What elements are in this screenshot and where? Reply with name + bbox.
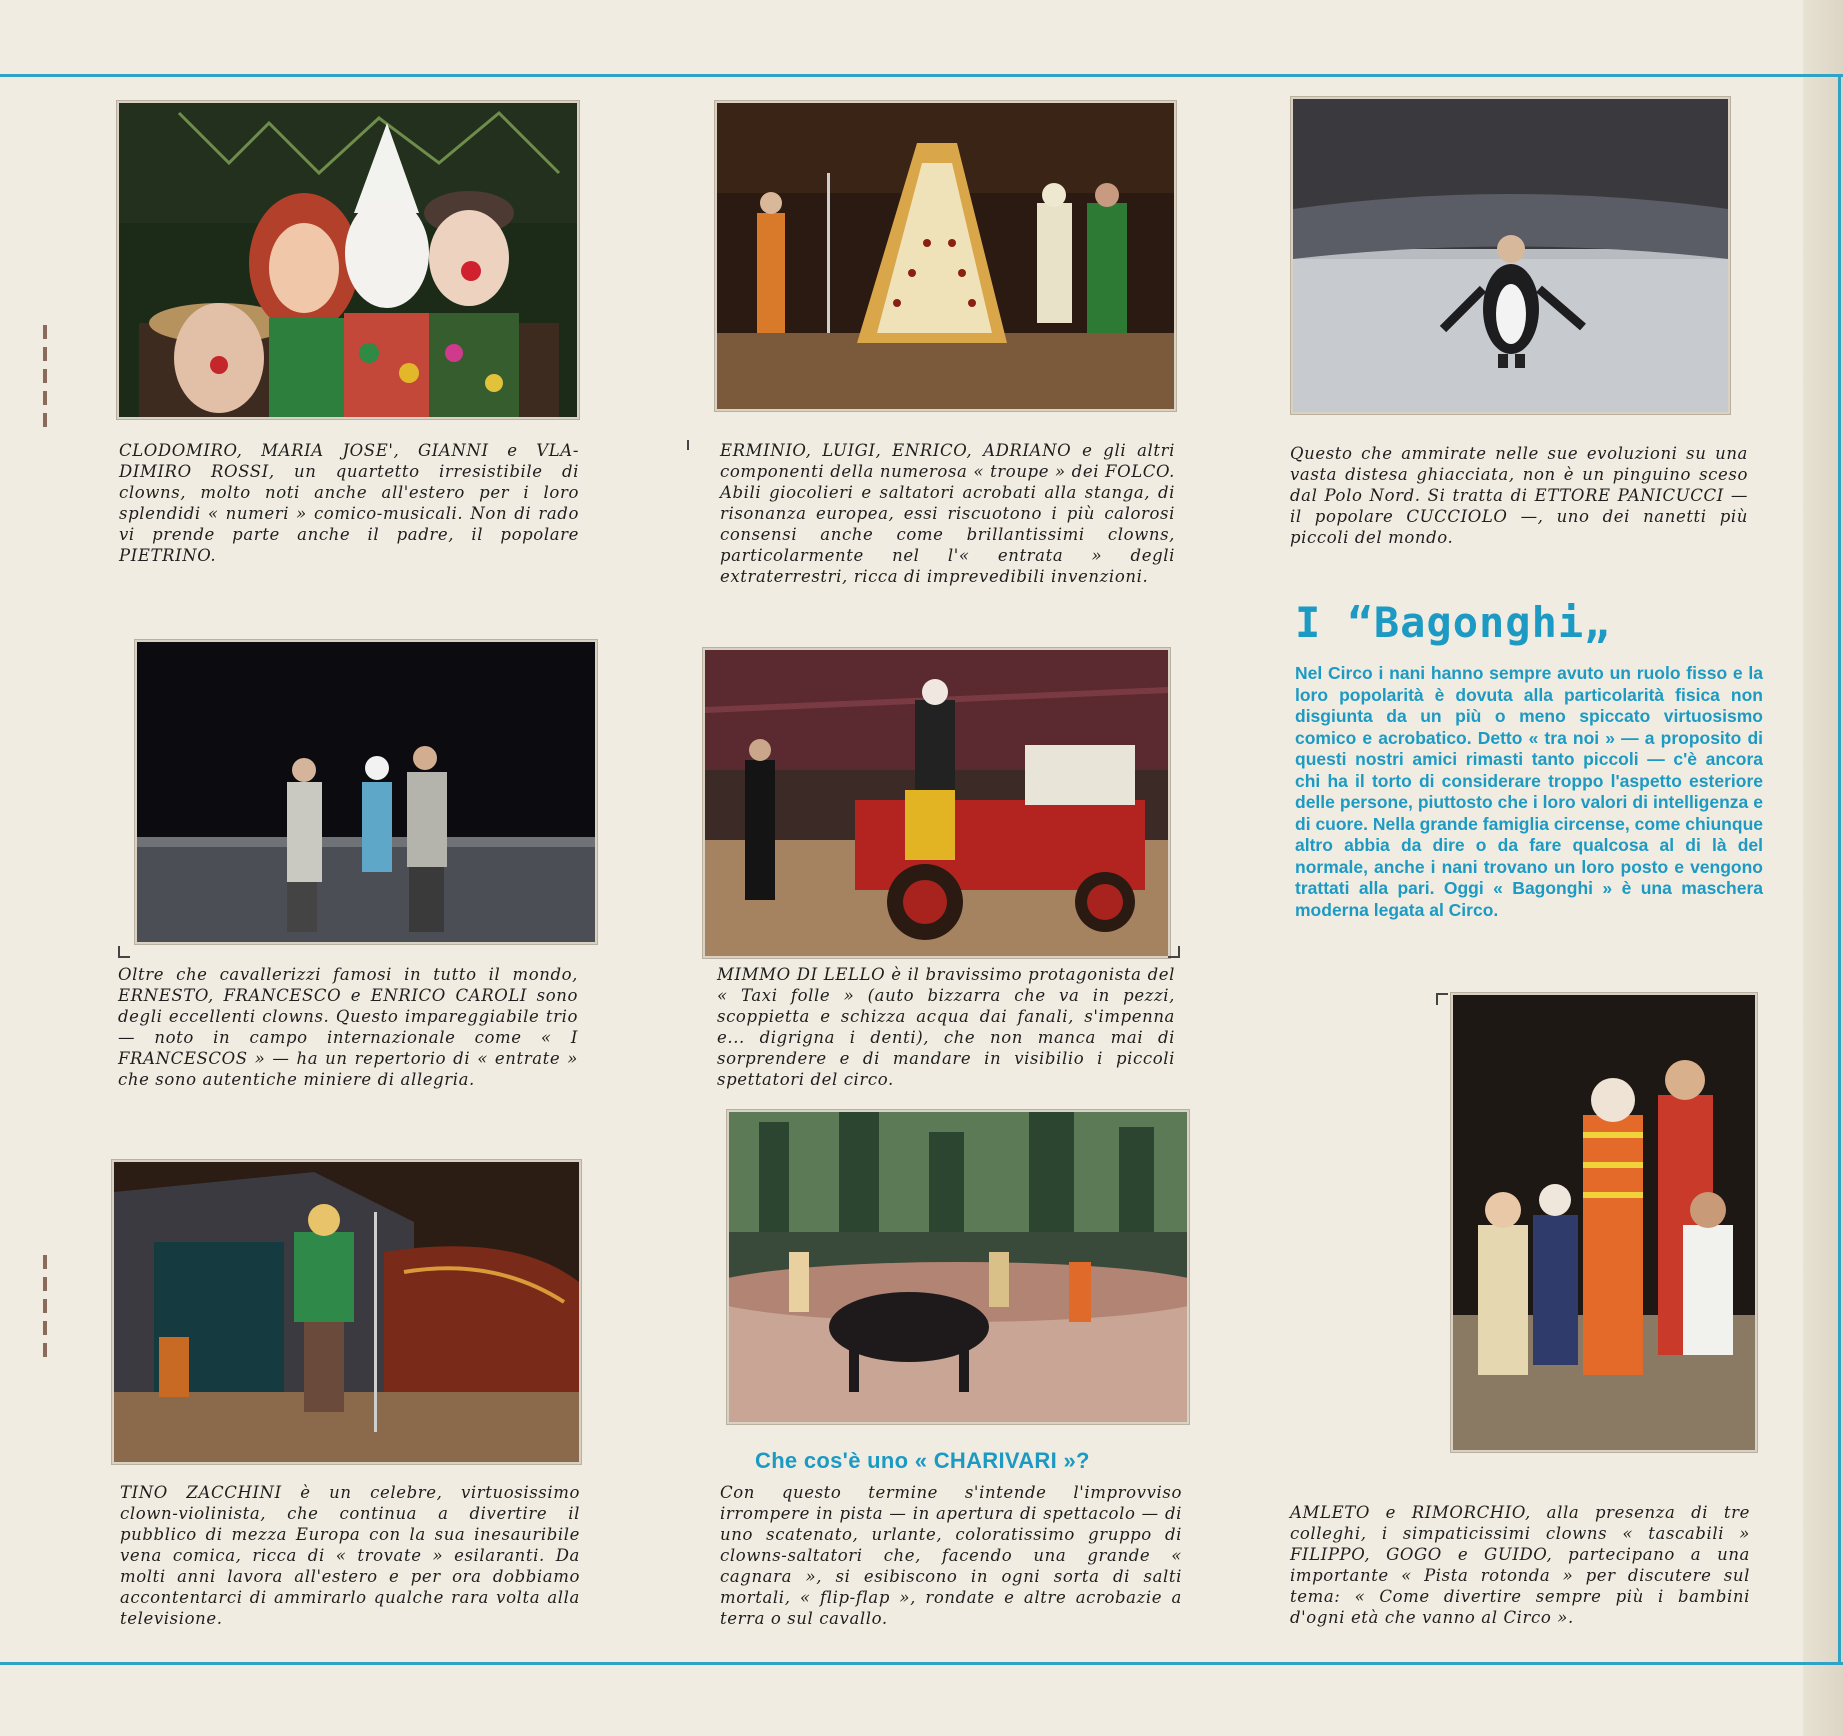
binding-stitch — [38, 1255, 52, 1365]
photo-zacchini-violin — [112, 1160, 581, 1464]
frame-line-bottom — [0, 1662, 1843, 1665]
photo-penguin-skater — [1291, 97, 1730, 414]
frame-line-top — [0, 74, 1843, 77]
caption-zacchini: TINO ZACCHINI è un celebre, virtuosissimo clown-violinista, che continua a divertire il pubblico di mezza Europa con la sua inesauribile vena comica, ricca di « trovate » esilaranti. Da molti anni lavora all'estero e per ora dobbiamo accontentarci di ammirarlo qualche rara volta alla televisione. — [120, 1483, 580, 1628]
photo-charivari — [727, 1110, 1189, 1424]
charivari-title: Che cos'è uno « CHARIVARI »? — [755, 1448, 1090, 1473]
caption-charivari: Con questo termine s'intende l'improvviso irrompere in pista — in apertura di spettacolo — di uno scatenato, urlante, coloratissimo gruppo di clowns-saltatori che, facendo una grande « cagnara », si esibiscono in ogni sorta di salti mortali, « flip-flap », rondate e altre acrobazie a terra o sul cavallo. — [720, 1483, 1182, 1628]
caption-rossi: CLODOMIRO, MARIA JOSE', GIANNI e VLA-DIMIRO ROSSI, un quartetto irresistibile di clowns, molto noti anche all'estero per i loro splendidi « numeri » comico-musicali. Non di rado vi prende parte anche il padre, il popolare PIETRINO. — [119, 441, 579, 565]
caption-dilello: MIMMO DI LELLO è il bravissimo protagonista del « Taxi folle » (auto bizzarra che va in pezzi, scoppietta e schizza acqua dai fanali, s'impenna e... digrigna i denti), che non manca mai di sorprendere e di mandare in visibilio i piccoli spettatori del circo. — [717, 965, 1175, 1089]
crop-mark — [1168, 946, 1180, 958]
photo-rossi-clowns — [117, 101, 579, 419]
crop-mark — [1436, 993, 1448, 1005]
page-edge — [1803, 0, 1843, 1736]
bagonghi-text: Nel Circo i nani hanno sempre avuto un ruolo fisso e la loro popolarità è dovuta alla particolarità fisica non disgiunta da un più o meno spiccato virtuosismo comico e acrobatico. Detto « tra noi » — a proposito di questi nostri amici rimasti tanto piccoli — c'è ancora chi ha il torto di considerare troppo l'aspetto esteriore delle persone, piuttosto che i loro valori di intelligenza e di cuore. Nella grande famiglia circense, come chiunque altro abbia da dire o da fare qualcosa al di là del normale, anche i nani trovano un loro posto e vengono trattati alla pari. Oggi « Bagonghi » è una maschera moderna legata al Circo. — [1295, 663, 1763, 920]
caption-panicucci: Questo che ammirate nelle sue evoluzioni su una vasta distesa ghiacciata, non è un pinguino sceso dal Polo Nord. Si tratta di ETTORE PANICUCCI — il popolare CUCCIOLO —, uno dei nanetti più piccoli del mondo. — [1290, 444, 1748, 547]
caption-amleto: AMLETO e RIMORCHIO, alla presenza di tre colleghi, i simpaticissimi clowns « tascabili » FILIPPO, GOGO e GUIDO, partecipano a una importante « Pista rotonda » per discutere sul tema: « Come divertire sempre più i bambini d'ogni età che vanno al Circo ». — [1290, 1503, 1750, 1627]
bagonghi-heading: I “Bagonghi„ — [1295, 598, 1611, 647]
crop-mark — [687, 440, 699, 450]
caption-folco: ERMINIO, LUIGI, ENRICO, ADRIANO e gli altri componenti della numerosa « troupe » dei FOLCO. Abili giocolieri e saltatori acrobati alla stanga, di risonanza europea, essi riscuotono i più calorosi consensi anche come brillantissimi clowns, particolarmente nel l'« entrata » degli extraterrestri, ricca di imprevedibili invenzioni. — [720, 441, 1175, 586]
crop-mark — [118, 946, 130, 958]
frame-line-right — [1838, 74, 1841, 1665]
photo-caroli-trio — [135, 640, 597, 944]
photo-folco-troupe — [715, 101, 1176, 411]
caption-caroli: Oltre che cavallerizzi famosi in tutto il mondo, ERNESTO, FRANCESCO e ENRICO CAROLI sono degli eccellenti clowns. Questo impareggiabile trio — noto in campo internazionale come « I FRANCESCOS » — ha un repertorio di « entrate » che sono autentiche miniere di allegria. — [118, 965, 578, 1089]
binding-stitch — [38, 325, 52, 435]
photo-taxi-folle — [703, 648, 1170, 958]
photo-bagonghi-clowns — [1451, 993, 1757, 1452]
